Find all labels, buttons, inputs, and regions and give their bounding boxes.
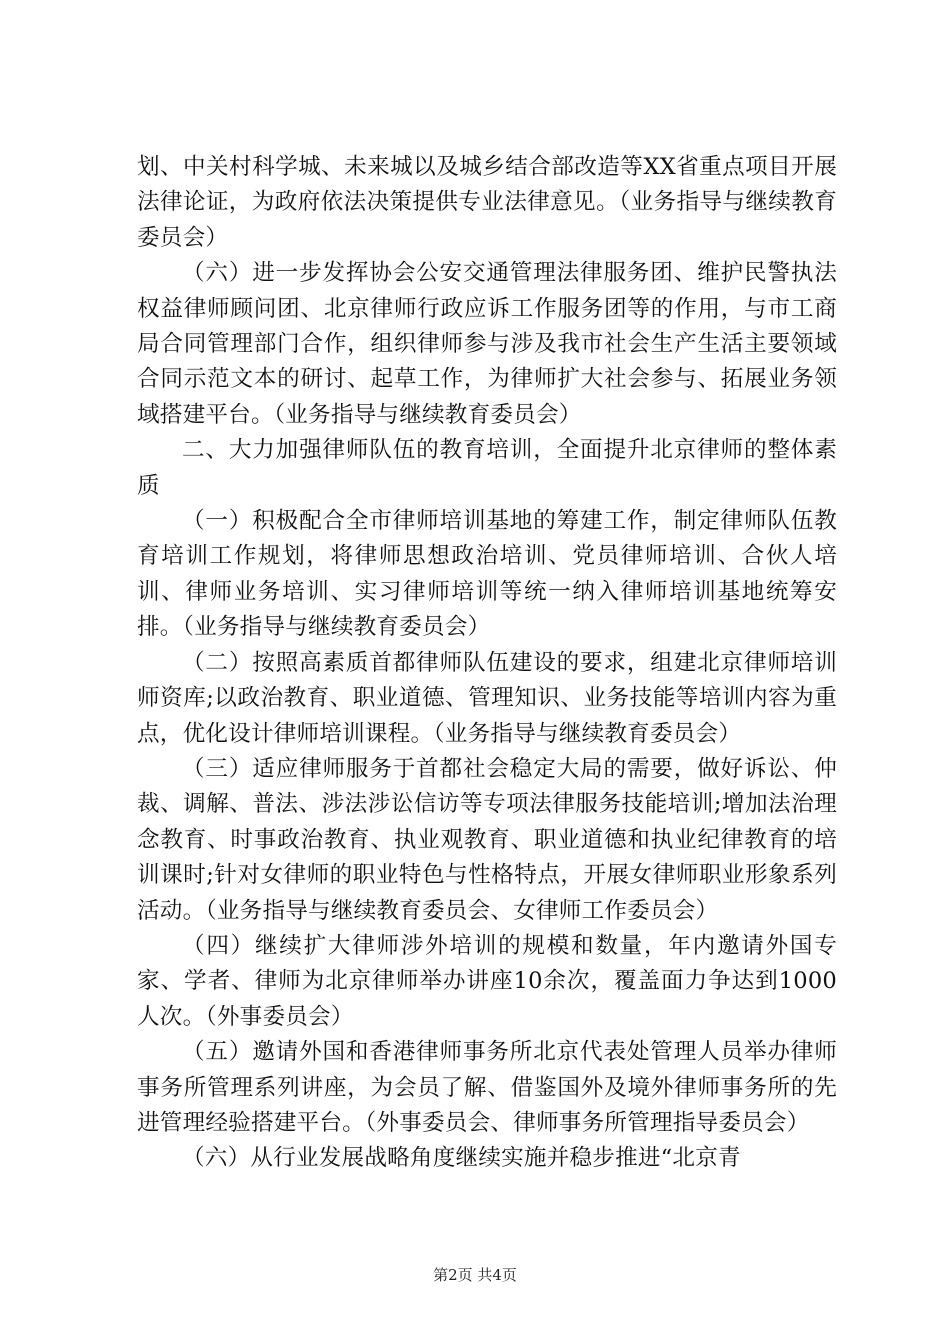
paragraph-5: （二）按照高素质首都律师队伍建设的要求，组建北京律师培训师资库;以政治教育、职业道德、管理知识、业务技能等培训内容为重点，优化设计律师培训课程。（业务指导与继续教育委员会） xyxy=(137,649,837,747)
paragraph-8: （五）邀请外国和香港律师事务所北京代表处管理人员举办律师事务所管理系列讲座，为会员了解、借鉴国外及境外律师事务所的先进管理经验搭建平台。（外事委员会、律师事务所管理指导委员会） xyxy=(137,1039,837,1136)
paragraph-2: （六）进一步发挥协会公安交通管理法律服务团、维护民警执法权益律师顾问团、北京律师行政应诉工作服务团等的作用，与市工商局合同管理部门合作，组织律师参与涉及我市社会生产生活主要领域合同示范文本的研讨、起草工作，为律师扩大社会参与、拓展业务领域搭建平台。（业务指导与继续教育委员会） xyxy=(137,260,837,428)
document-body xyxy=(137,150,837,1177)
paragraph-9: （六）从行业发展战略角度继续实施并稳步推进“北京青 xyxy=(182,1145,741,1172)
page-number: 第2页 共4页 xyxy=(433,1266,517,1284)
page-footer xyxy=(0,1265,950,1285)
section-heading: 二、大力加强律师队伍的教育培训，全面提升北京律师的整体素质 xyxy=(137,437,837,499)
paragraph-7: （四）继续扩大律师涉外培训的规模和数量，年内邀请外国专家、学者、律师为北京律师举办讲座10余次，覆盖面力争达到1000人次。（外事委员会） xyxy=(137,932,837,1030)
paragraph-6: （三）适应律师服务于首都社会稳定大局的需要，做好诉讼、仲裁、调解、普法、涉法涉讼信访等专项法律服务技能培训;增加法治理念教育、时事政治教育、执业观教育、职业道德和执业纪律教育的培训课时;针对女律师的职业特色与性格特点，开展女律师职业形象系列活动。（业务指导与继续教育委员会、女律师工作委员会） xyxy=(137,755,837,924)
paragraph-4: （一）积极配合全市律师培训基地的筹建工作，制定律师队伍教育培训工作规划，将律师思想政治培训、党员律师培训、合伙人培训、律师业务培训、实习律师培训等统一纳入律师培训基地统筹安排。（业务指导与继续教育委员会） xyxy=(137,508,837,641)
paragraph-1: 划、中关村科学城、未来城以及城乡结合部改造等XX省重点项目开展法律论证，为政府依法决策提供专业法律意见。（业务指导与继续教育委员会） xyxy=(137,154,837,251)
